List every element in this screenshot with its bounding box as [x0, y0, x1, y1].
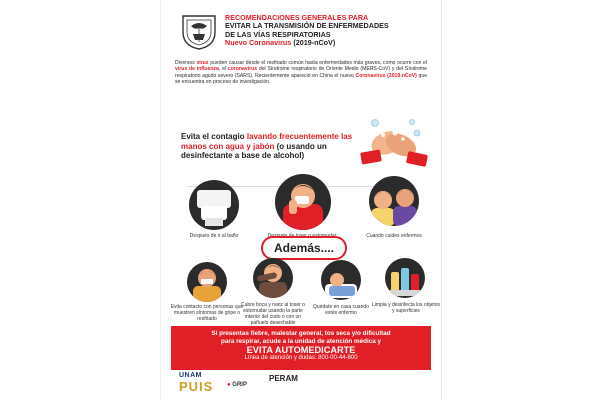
- unam-text: UNAM: [179, 372, 202, 379]
- peram-text: PERAM: [269, 374, 298, 383]
- header-line-1: RECOMENDACIONES GENERALES PARA: [225, 13, 369, 22]
- bottom-icons-row: [170, 252, 441, 327]
- sick-person-icon: [187, 262, 227, 302]
- caption-clean-surfaces: Limpia y desinfecta los objetos y superficies: [371, 302, 441, 314]
- sneeze-icon: [275, 174, 331, 230]
- poster: [160, 0, 442, 400]
- caption-caregiver: Cuando cuides enfermos: [366, 233, 422, 239]
- banner-hotline: Línea de atención y dudas: 800-00-44-800: [244, 355, 358, 361]
- intro-paragraph: [175, 60, 427, 85]
- peram-logo: [269, 374, 298, 383]
- caption-after-bathroom: Después de ir al baño: [189, 233, 239, 239]
- header-line-4-red: Nuevo Coronavirus: [225, 38, 292, 48]
- caption-avoid-contact: Evita contacto con personas que muestren síntomas de gripe o resfriado: [170, 304, 244, 322]
- caption-stay-home: Quédate en casa cuando estés enfermo: [313, 304, 369, 316]
- intro-highlight: virus de influenza: [175, 66, 219, 73]
- unam-puis-logo: [179, 372, 213, 394]
- banner-line-1: Si presentas fiebre, malestar general, tos seca y/o dificultad: [211, 330, 391, 337]
- handwashing-icon: [357, 113, 429, 167]
- intro-text: , el: [218, 66, 227, 73]
- banner-headline: EVITA AUTOMEDICARTE: [246, 345, 356, 355]
- intro-text: pueden causar desde el resfriado común hasta enfermedades más graves, como ocurre con el: [210, 60, 427, 66]
- warning-banner: [171, 326, 431, 370]
- caption-cover-mouth: Cubre boca y nariz al toser o estornudar usando la parte interior del codo o con un pañuelo desechable: [241, 302, 305, 326]
- intro-highlight: virus: [196, 60, 209, 66]
- header-line-4-dark: (2019-nCoV): [293, 38, 336, 48]
- intro-highlight: coronavirus: [227, 66, 258, 73]
- grip-logo: [227, 382, 247, 388]
- header-title: [225, 14, 435, 48]
- banner-line-2: para respirar, acude a la unidad de atención médica y: [221, 337, 381, 345]
- cleaning-icon: [385, 258, 425, 298]
- wash-text-b: lavando frecuentemente las manos con agua y jabón: [181, 132, 353, 151]
- wash-text-a: Evita el contagio: [181, 132, 245, 141]
- caregiver-icon: [369, 176, 419, 226]
- top-icons-row: [177, 172, 427, 242]
- intro-text: del Síndrome respiratorio de Oriente Medio (MERS-CoV) y del Síndrome respiratorio agudo severo (SARS). Recientemente apareció en China el nuevo: [175, 66, 428, 79]
- unam-crest-icon: [181, 12, 217, 50]
- intro-text: que se encuentra en proceso de investigación.: [175, 72, 428, 85]
- header-line-3: DE LAS VÍAS RESPIRATORIAS: [225, 29, 331, 39]
- intro-text: Diversos: [175, 60, 195, 66]
- wash-text-c: (o usando un desinfectante a base de alcohol): [181, 141, 327, 161]
- toilet-icon: [189, 180, 239, 230]
- handwashing-text: [181, 132, 371, 161]
- ademas-heading: Además....: [273, 241, 335, 255]
- intro-highlight: Coronavirus (2019-nCoV): [355, 72, 417, 79]
- footer-logos: [173, 372, 433, 398]
- puis-text: PUIS: [179, 379, 214, 394]
- grip-text: GRIP: [232, 382, 247, 388]
- cough-elbow-icon: [253, 258, 293, 298]
- header: [171, 12, 431, 56]
- grip-mark-icon: ●: [227, 382, 231, 388]
- header-line-2: EVITAR LA TRANSMISIÓN DE ENFERMEDADES: [225, 21, 389, 31]
- stay-home-icon: [321, 260, 361, 300]
